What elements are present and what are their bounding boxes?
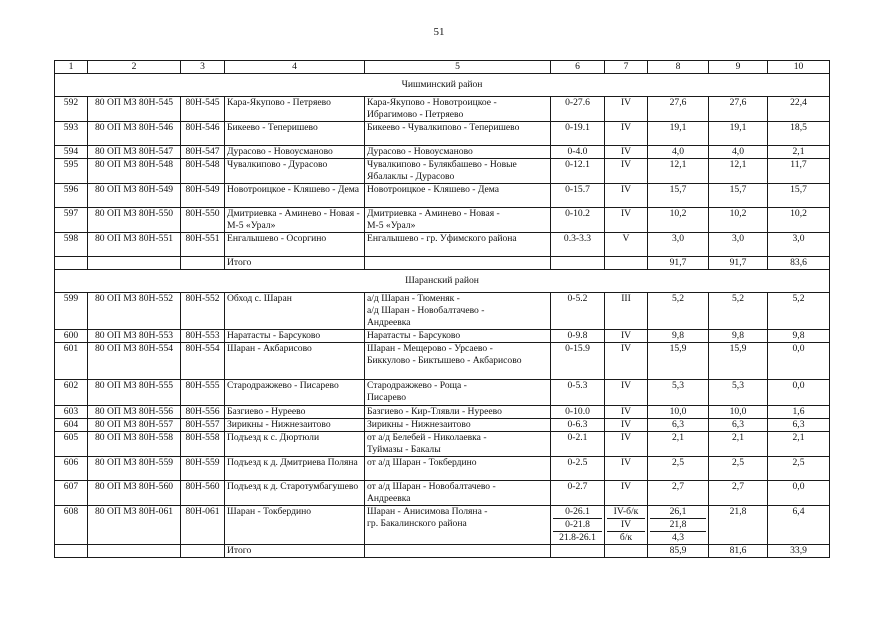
road-route [365, 457, 551, 481]
road-id-code: 80 ОП МЗ 80Н-550 [88, 208, 181, 233]
km-range: 0-5.2 [551, 293, 605, 330]
length-total-part: 21,8 [650, 519, 706, 532]
length-total: 3,0 [648, 233, 709, 257]
road-id-code: 80 ОП МЗ 80Н-551 [88, 233, 181, 257]
route-line: Енгалышево - гр. Уфимского района [367, 233, 517, 244]
route-line: Чувалкипово - Булякбашево - Новые [367, 159, 517, 170]
road-name: Подъезд к с. Дюртюли [225, 432, 365, 457]
route-line: М-5 «Урал» [367, 220, 416, 231]
table-row [55, 208, 830, 233]
table-row [55, 506, 830, 545]
road-id-code: 80 ОП МЗ 80Н-553 [88, 330, 181, 343]
column-header: 7 [605, 61, 648, 74]
route-line: Андреевка [367, 317, 411, 328]
row-number: 599 [55, 293, 88, 330]
empty-cell [181, 545, 225, 558]
empty-cell [55, 545, 88, 558]
km-range: 0-27.6 [551, 97, 605, 122]
table-row [55, 380, 830, 406]
route-line: Новотроицкое - Кляшево - Дема [367, 184, 500, 195]
page-number: 51 [433, 26, 445, 38]
length-total: 5,3 [648, 380, 709, 406]
route-line: гр. Бакалинского района [367, 518, 467, 529]
row-number: 606 [55, 457, 88, 481]
road-route [365, 380, 551, 406]
road-short-code: 80Н-552 [181, 293, 225, 330]
road-category: IV [605, 380, 648, 406]
road-category-part: IV [607, 519, 645, 532]
empty-cell [605, 257, 648, 270]
road-short-code: 80Н-547 [181, 146, 225, 159]
column-header: 1 [55, 61, 88, 74]
length-total: 6,3 [648, 419, 709, 432]
length-col9: 15,7 [709, 184, 768, 208]
length-col10: 1,6 [768, 406, 830, 419]
road-category: IV [605, 330, 648, 343]
district-header-row [55, 270, 830, 293]
row-number: 605 [55, 432, 88, 457]
length-col9: 19,1 [709, 122, 768, 146]
road-category: IV [605, 432, 648, 457]
route-line: Бикеево - Чувалкипово - Теперишево [367, 122, 520, 133]
road-category: IV [605, 159, 648, 184]
route-line: Шаран - Мещерово - Урсаево - [367, 343, 493, 354]
road-category: IV [605, 481, 648, 506]
length-col10: 0,0 [768, 380, 830, 406]
empty-cell [365, 545, 551, 558]
length-col10: 15,7 [768, 184, 830, 208]
km-range: 0-2.7 [551, 481, 605, 506]
total-col10: 33,9 [768, 545, 830, 558]
road-category-part: б/к [619, 532, 633, 543]
total-label: Итого [225, 257, 365, 270]
length-col9: 9,8 [709, 330, 768, 343]
road-category: IV [605, 97, 648, 122]
length-total: 12,1 [648, 159, 709, 184]
empty-cell [605, 545, 648, 558]
road-id-code: 80 ОП МЗ 80Н-556 [88, 406, 181, 419]
table-row [55, 293, 830, 330]
length-col9: 6,3 [709, 419, 768, 432]
road-category: V [605, 233, 648, 257]
road-name: Бикеево - Теперишево [225, 122, 365, 146]
km-range: 0-6.3 [551, 419, 605, 432]
length-col9: 2,7 [709, 481, 768, 506]
route-line: от а/д Шаран - Токбердино [367, 457, 477, 468]
total-col10: 83,6 [768, 257, 830, 270]
km-range: 0-19.1 [551, 122, 605, 146]
road-name: Обход с. Шаран [225, 293, 365, 330]
km-range: 0-12.1 [551, 159, 605, 184]
road-route [365, 343, 551, 380]
route-line: Туймазы - Бакалы [367, 444, 441, 455]
row-number: 594 [55, 146, 88, 159]
length-col10: 11,7 [768, 159, 830, 184]
empty-cell [88, 545, 181, 558]
km-range-part: 0-21.8 [553, 519, 602, 532]
road-id-code: 80 ОП МЗ 80Н-560 [88, 481, 181, 506]
route-line: от а/д Шаран - Новобалтачево - [367, 481, 496, 492]
district-header-row [55, 74, 830, 97]
column-header: 4 [225, 61, 365, 74]
district-name: Чишминский район [55, 74, 830, 97]
empty-cell [55, 257, 88, 270]
length-col10: 0,0 [768, 481, 830, 506]
length-col9: 10,0 [709, 406, 768, 419]
road-name: Базгиево - Нуреево [225, 406, 365, 419]
road-route [365, 481, 551, 506]
length-total: 2,5 [648, 457, 709, 481]
length-total [648, 506, 709, 545]
road-short-code: 80Н-550 [181, 208, 225, 233]
length-total: 19,1 [648, 122, 709, 146]
road-short-code: 80Н-551 [181, 233, 225, 257]
route-line: Наратасты - Барсуково [367, 330, 461, 341]
road-id-code: 80 ОП МЗ 80Н-554 [88, 343, 181, 380]
km-range-part: 0-26.1 [553, 506, 602, 519]
km-range: 0-2.1 [551, 432, 605, 457]
total-length: 91,7 [648, 257, 709, 270]
road-category [605, 506, 648, 545]
row-number: 602 [55, 380, 88, 406]
row-number: 596 [55, 184, 88, 208]
km-range: 0-9.8 [551, 330, 605, 343]
road-category: IV [605, 343, 648, 380]
road-id-code: 80 ОП МЗ 80Н-547 [88, 146, 181, 159]
road-name: Чувалкипово - Дурасово [225, 159, 365, 184]
km-range [551, 506, 605, 545]
route-line: а/д Шаран - Новобалтачево - [367, 305, 485, 316]
column-header: 8 [648, 61, 709, 74]
length-col10: 0,0 [768, 343, 830, 380]
row-number: 592 [55, 97, 88, 122]
road-name: Подъезд к д. Старотумбагушево [225, 481, 365, 506]
road-id-code: 80 ОП МЗ 80Н-546 [88, 122, 181, 146]
length-col9: 5,3 [709, 380, 768, 406]
table-row [55, 122, 830, 146]
road-route [365, 184, 551, 208]
road-id-code: 80 ОП МЗ 80Н-557 [88, 419, 181, 432]
road-id-code: 80 ОП МЗ 80Н-559 [88, 457, 181, 481]
row-number: 593 [55, 122, 88, 146]
length-col10: 2,5 [768, 457, 830, 481]
road-id-code: 80 ОП МЗ 80Н-549 [88, 184, 181, 208]
road-id-code: 80 ОП МЗ 80Н-552 [88, 293, 181, 330]
row-number: 608 [55, 506, 88, 545]
length-col9: 5,2 [709, 293, 768, 330]
length-total-part: 4,3 [672, 532, 684, 543]
empty-cell [551, 257, 605, 270]
table-row [55, 457, 830, 481]
road-id-code: 80 ОП МЗ 80Н-555 [88, 380, 181, 406]
km-range: 0-5.3 [551, 380, 605, 406]
road-short-code: 80Н-061 [181, 506, 225, 545]
road-route [365, 330, 551, 343]
km-range: 0.3-3.3 [551, 233, 605, 257]
row-number: 600 [55, 330, 88, 343]
road-category-part: IV-б/к [607, 506, 645, 519]
length-total: 9,8 [648, 330, 709, 343]
route-line: Дмитриевка - Аминево - Новая - [367, 208, 500, 219]
length-col9: 21,8 [709, 506, 768, 545]
km-range: 0-2.5 [551, 457, 605, 481]
column-header: 3 [181, 61, 225, 74]
row-number: 607 [55, 481, 88, 506]
km-range-part: 21.8-26.1 [559, 532, 596, 543]
length-total: 2,7 [648, 481, 709, 506]
length-col9: 10,2 [709, 208, 768, 233]
road-name: Наратасты - Барсуково [225, 330, 365, 343]
length-col10: 3,0 [768, 233, 830, 257]
road-id-code: 80 ОП МЗ 80Н-545 [88, 97, 181, 122]
road-name: Шаран - Токбердино [225, 506, 365, 545]
road-id-code: 80 ОП МЗ 80Н-558 [88, 432, 181, 457]
length-total: 2,1 [648, 432, 709, 457]
road-route [365, 208, 551, 233]
road-id-code: 80 ОП МЗ 80Н-061 [88, 506, 181, 545]
road-category: IV [605, 419, 648, 432]
road-short-code: 80Н-548 [181, 159, 225, 184]
column-header: 9 [709, 61, 768, 74]
total-col9: 81,6 [709, 545, 768, 558]
table-row [55, 419, 830, 432]
km-range: 0-10.2 [551, 208, 605, 233]
road-category: IV [605, 406, 648, 419]
road-name: Стародражжево - Писарево [225, 380, 365, 406]
district-name: Шаранский район [55, 270, 830, 293]
length-total: 27,6 [648, 97, 709, 122]
road-category: III [605, 293, 648, 330]
road-category: IV [605, 208, 648, 233]
length-col9: 15,9 [709, 343, 768, 380]
road-short-code: 80Н-549 [181, 184, 225, 208]
road-id-code: 80 ОП МЗ 80Н-548 [88, 159, 181, 184]
route-line: Ябалаклы - Дурасово [367, 171, 455, 182]
total-row [55, 545, 830, 558]
road-route [365, 506, 551, 545]
road-route [365, 122, 551, 146]
length-total: 10,0 [648, 406, 709, 419]
road-route [365, 293, 551, 330]
road-name: Енгалышево - Осоргино [225, 233, 365, 257]
empty-cell [88, 257, 181, 270]
length-total: 15,9 [648, 343, 709, 380]
row-number: 603 [55, 406, 88, 419]
table-row [55, 343, 830, 380]
total-col9: 91,7 [709, 257, 768, 270]
length-total: 15,7 [648, 184, 709, 208]
route-line: Дурасово - Новоусманово [367, 146, 473, 157]
row-number: 595 [55, 159, 88, 184]
road-route [365, 97, 551, 122]
km-range: 0-15.7 [551, 184, 605, 208]
road-short-code: 80Н-546 [181, 122, 225, 146]
road-short-code: 80Н-558 [181, 432, 225, 457]
table-row [55, 233, 830, 257]
table-row [55, 146, 830, 159]
road-short-code: 80Н-545 [181, 97, 225, 122]
road-category: IV [605, 184, 648, 208]
road-route [365, 159, 551, 184]
empty-cell [551, 545, 605, 558]
length-col9: 2,5 [709, 457, 768, 481]
length-col10: 22,4 [768, 97, 830, 122]
road-category: IV [605, 146, 648, 159]
table-row [55, 330, 830, 343]
road-name: Шаран - Акбарисово [225, 343, 365, 380]
road-short-code: 80Н-559 [181, 457, 225, 481]
route-line: Шаран - Анисимова Поляна - [367, 506, 488, 517]
length-col9: 2,1 [709, 432, 768, 457]
road-category: IV [605, 457, 648, 481]
route-line: Писарево [367, 392, 407, 403]
road-route [365, 432, 551, 457]
total-label: Итого [225, 545, 365, 558]
row-number: 601 [55, 343, 88, 380]
road-short-code: 80Н-554 [181, 343, 225, 380]
route-line: Кара-Якупово - Новотроицкое - [367, 97, 497, 108]
road-route [365, 419, 551, 432]
roads-register-table [54, 60, 830, 558]
road-short-code: 80Н-557 [181, 419, 225, 432]
length-total: 4,0 [648, 146, 709, 159]
road-short-code: 80Н-555 [181, 380, 225, 406]
row-number: 597 [55, 208, 88, 233]
table-row [55, 97, 830, 122]
length-col9: 12,1 [709, 159, 768, 184]
length-total-part: 26,1 [650, 506, 706, 519]
road-route [365, 146, 551, 159]
length-col9: 3,0 [709, 233, 768, 257]
column-header: 2 [88, 61, 181, 74]
total-length: 85,9 [648, 545, 709, 558]
road-route [365, 233, 551, 257]
route-line: Биккулово - Биктышево - Акбарисово [367, 355, 522, 366]
column-header: 5 [365, 61, 551, 74]
column-header: 6 [551, 61, 605, 74]
km-range: 0-15.9 [551, 343, 605, 380]
road-name: Кара-Якупово - Петряево [225, 97, 365, 122]
length-col9: 27,6 [709, 97, 768, 122]
road-name: Зирикны - Нижнезаитово [225, 419, 365, 432]
table-row [55, 159, 830, 184]
row-number: 604 [55, 419, 88, 432]
column-header-row [55, 61, 830, 74]
length-col10: 2,1 [768, 432, 830, 457]
length-col10: 18,5 [768, 122, 830, 146]
total-row [55, 257, 830, 270]
route-line: Базгиево - Кир-Тлявли - Нуреево [367, 406, 502, 417]
table-row [55, 481, 830, 506]
route-line: Андреевка [367, 493, 411, 504]
road-name: Подъезд к д. Дмитриева Поляна [225, 457, 365, 481]
length-total: 10,2 [648, 208, 709, 233]
route-line: а/д Шаран - Тюменяк - [367, 293, 460, 304]
empty-cell [181, 257, 225, 270]
column-header: 10 [768, 61, 830, 74]
route-line: Зирикны - Нижнезаитово [367, 419, 471, 430]
table-row [55, 406, 830, 419]
road-name: Дмитриевка - Аминево - Новая - М-5 «Урал» [225, 208, 365, 233]
road-route [365, 406, 551, 419]
length-col10: 2,1 [768, 146, 830, 159]
road-name: Дурасово - Новоусманово [225, 146, 365, 159]
length-col9: 4,0 [709, 146, 768, 159]
length-col10: 5,2 [768, 293, 830, 330]
length-total: 5,2 [648, 293, 709, 330]
km-range: 0-4.0 [551, 146, 605, 159]
row-number: 598 [55, 233, 88, 257]
road-name: Новотроицкое - Кляшево - Дема [225, 184, 365, 208]
route-line: от а/д Белебей - Николаевка - [367, 432, 487, 443]
empty-cell [365, 257, 551, 270]
route-line: Ибрагимово - Петряево [367, 109, 464, 120]
table-row [55, 432, 830, 457]
length-col10: 9,8 [768, 330, 830, 343]
length-col10: 6,3 [768, 419, 830, 432]
table-row [55, 184, 830, 208]
km-range: 0-10.0 [551, 406, 605, 419]
road-short-code: 80Н-553 [181, 330, 225, 343]
route-line: Стародражжево - Роща - [367, 380, 467, 391]
road-short-code: 80Н-560 [181, 481, 225, 506]
road-category: IV [605, 122, 648, 146]
road-short-code: 80Н-556 [181, 406, 225, 419]
length-col10: 10,2 [768, 208, 830, 233]
length-col10: 6,4 [768, 506, 830, 545]
